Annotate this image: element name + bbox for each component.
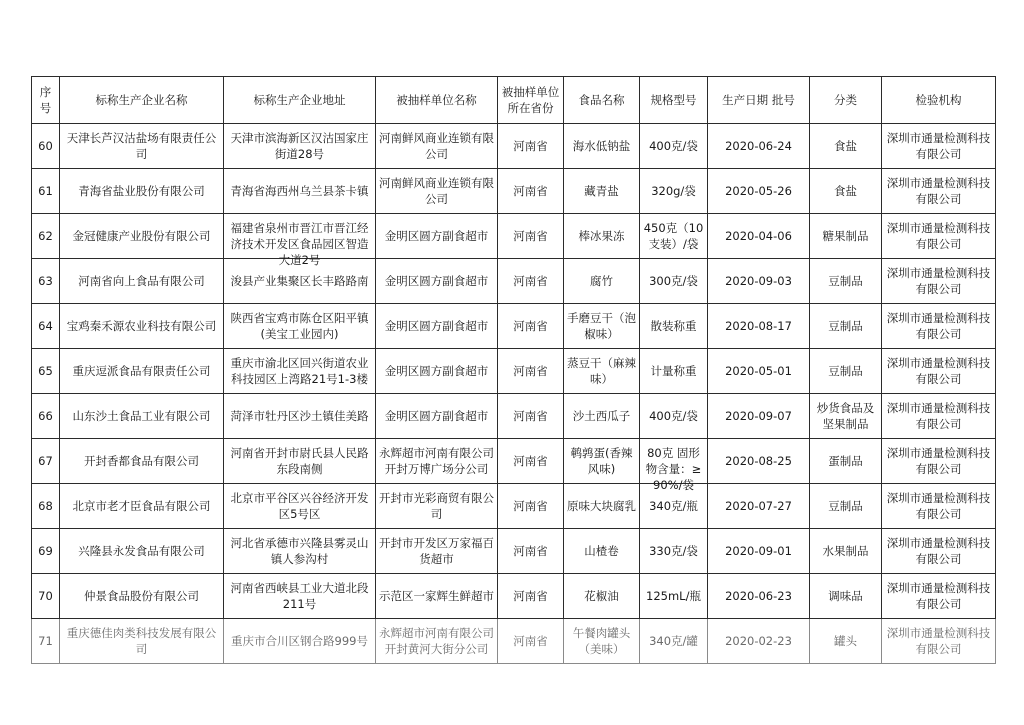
- cell-text: 2020-09-07: [725, 409, 792, 423]
- cell-inspection-agency: [882, 259, 996, 304]
- cell-manufacturer-address: [224, 124, 376, 169]
- cell-seq: [32, 349, 60, 394]
- cell-seq: [32, 574, 60, 619]
- cell-text: 2020-09-01: [725, 544, 792, 558]
- cell-text: 金明区圆方副食超市: [384, 229, 489, 243]
- cell-text: 午餐肉罐头（美味）: [572, 626, 631, 656]
- cell-text: 罐头: [834, 634, 857, 648]
- cell-text: 65: [38, 364, 53, 378]
- cell-text: 炒货食品及坚果制品: [816, 401, 875, 431]
- cell-text: 320g/袋: [651, 184, 696, 198]
- cell-category: [810, 124, 882, 169]
- cell-sampled-unit: [376, 484, 498, 529]
- cell-category: [810, 349, 882, 394]
- cell-specification: [640, 349, 708, 394]
- cell-text: 125mL/瓶: [646, 589, 701, 603]
- table-header-row: [32, 77, 996, 124]
- cell-text: 天津市滨海新区汉沽国家庄街道28号: [230, 131, 369, 161]
- cell-sampled-unit: [376, 124, 498, 169]
- cell-text: 2020-07-27: [725, 499, 792, 513]
- cell-text: 深圳市通量检测科技有限公司: [886, 266, 991, 296]
- cell-production-date: [708, 259, 810, 304]
- cell-specification: [640, 529, 708, 574]
- cell-food-name: [564, 619, 640, 664]
- table-row: [32, 304, 996, 349]
- cell-text: 计量称重: [650, 364, 697, 378]
- cell-production-date: [708, 574, 810, 619]
- cell-manufacturer-name: [60, 394, 224, 439]
- cell-text: 金明区圆方副食超市: [384, 364, 489, 378]
- cell-text: 调味品: [828, 589, 863, 603]
- cell-text: 340克/瓶: [649, 499, 698, 513]
- cell-text: 示范区一家辉生鲜超市: [379, 589, 494, 603]
- cell-text: 永辉超市河南有限公司开封万博广场分公司: [379, 446, 494, 476]
- cell-text: 深圳市通量检测科技有限公司: [886, 311, 991, 341]
- cell-text: 河南省: [513, 229, 548, 243]
- cell-text: 重庆市合川区钢合路999号: [231, 634, 368, 648]
- cell-food-name: [564, 304, 640, 349]
- cell-text: 61: [38, 184, 53, 198]
- cell-text: 河南省: [513, 409, 548, 423]
- header-inspection-agency: 检验机构: [882, 77, 996, 124]
- cell-text: 永辉超市河南有限公司开封黄河大街分公司: [379, 626, 494, 656]
- cell-inspection-agency: [882, 394, 996, 439]
- cell-seq: [32, 124, 60, 169]
- cell-text: 河南鲜风商业连锁有限公司: [379, 131, 494, 161]
- table-row: [32, 259, 996, 304]
- table-body: [32, 124, 996, 664]
- cell-text: 400克/袋: [649, 139, 698, 153]
- cell-text: 80克 固形物含量：≥90%/袋: [645, 446, 702, 492]
- cell-manufacturer-address: [224, 304, 376, 349]
- cell-text: 60: [38, 139, 53, 153]
- header-specification: 规格型号: [640, 77, 708, 124]
- cell-text: 深圳市通量检测科技有限公司: [886, 446, 991, 476]
- header-category: 分类: [810, 77, 882, 124]
- cell-text: 深圳市通量检测科技有限公司: [886, 176, 991, 206]
- cell-text: 深圳市通量检测科技有限公司: [886, 581, 991, 611]
- table-row: [32, 349, 996, 394]
- cell-manufacturer-address: [224, 214, 376, 267]
- cell-inspection-agency: [882, 529, 996, 574]
- cell-category: [810, 574, 882, 619]
- cell-text: 深圳市通量检测科技有限公司: [886, 221, 991, 251]
- cell-text: 2020-05-26: [725, 184, 792, 198]
- cell-text: 河南省: [513, 589, 548, 603]
- cell-sampled-province: [498, 304, 564, 349]
- cell-seq: [32, 529, 60, 574]
- cell-text: 河南省: [513, 634, 548, 648]
- cell-text: 食盐: [834, 139, 857, 153]
- cell-manufacturer-name: [60, 169, 224, 214]
- cell-seq: [32, 214, 60, 259]
- cell-text: 66: [38, 409, 53, 423]
- cell-text: 食盐: [834, 184, 857, 198]
- cell-text: 62: [38, 229, 53, 243]
- inspection-table: [31, 76, 996, 664]
- cell-seq: [32, 394, 60, 439]
- cell-inspection-agency: [882, 574, 996, 619]
- cell-manufacturer-name: [60, 259, 224, 304]
- cell-text: 400克/袋: [649, 409, 698, 423]
- cell-text: 340克/罐: [649, 634, 698, 648]
- cell-text: 散装称重: [650, 319, 697, 333]
- cell-text: 豆制品: [828, 499, 863, 513]
- cell-seq: [32, 169, 60, 214]
- cell-text: 深圳市通量检测科技有限公司: [886, 536, 991, 566]
- cell-category: [810, 619, 882, 664]
- cell-manufacturer-address: [224, 439, 376, 484]
- cell-text: 棒冰果冻: [578, 229, 625, 243]
- cell-production-date: [708, 304, 810, 349]
- cell-text: 河南省开封市尉氏县人民路东段南侧: [230, 446, 369, 476]
- cell-category: [810, 439, 882, 484]
- cell-category: [810, 169, 882, 214]
- cell-manufacturer-address: [224, 529, 376, 574]
- cell-text: 宝鸡秦禾源农业科技有限公司: [66, 319, 217, 333]
- cell-text: 深圳市通量检测科技有限公司: [886, 131, 991, 161]
- header-food-name: 食品名称: [564, 77, 640, 124]
- cell-text: 北京市平谷区兴谷经济开发区5号区: [230, 491, 369, 521]
- cell-specification: [640, 124, 708, 169]
- cell-sampled-unit: [376, 529, 498, 574]
- cell-text: 河南省: [513, 184, 548, 198]
- cell-inspection-agency: [882, 439, 996, 484]
- cell-manufacturer-name: [60, 214, 224, 259]
- cell-text: 开封市光彩商贸有限公司: [379, 491, 494, 521]
- cell-production-date: [708, 619, 810, 664]
- cell-text: 河南省: [513, 274, 548, 288]
- cell-seq: [32, 619, 60, 664]
- cell-text: 2020-06-23: [725, 589, 792, 603]
- cell-sampled-unit: [376, 619, 498, 664]
- cell-seq: [32, 439, 60, 484]
- cell-sampled-unit: [376, 439, 498, 484]
- cell-text: 金明区圆方副食超市: [384, 409, 489, 423]
- cell-production-date: [708, 394, 810, 439]
- cell-text: 河南省: [513, 544, 548, 558]
- cell-sampled-unit: [376, 304, 498, 349]
- cell-category: [810, 484, 882, 529]
- cell-text: 山楂卷: [584, 544, 619, 558]
- header-seq: 序号: [32, 77, 60, 124]
- cell-text: 兴隆县永发食品有限公司: [78, 544, 205, 558]
- cell-text: 手磨豆干（泡椒味）: [567, 311, 636, 341]
- cell-text: 菏泽市牡丹区沙土镇佳美路: [230, 409, 369, 423]
- cell-manufacturer-name: [60, 484, 224, 529]
- cell-production-date: [708, 214, 810, 259]
- table-row: [32, 169, 996, 214]
- cell-text: 450克（10支装）/袋: [643, 221, 704, 251]
- cell-food-name: [564, 484, 640, 529]
- header-manufacturer-address: 标称生产企业地址: [224, 77, 376, 124]
- cell-category: [810, 394, 882, 439]
- header-sampled-unit: 被抽样单位名称: [376, 77, 498, 124]
- cell-manufacturer-name: [60, 439, 224, 484]
- cell-text: 豆制品: [828, 319, 863, 333]
- cell-text: 浚县产业集聚区长丰路路南: [230, 274, 369, 288]
- cell-manufacturer-name: [60, 124, 224, 169]
- cell-inspection-agency: [882, 484, 996, 529]
- cell-inspection-agency: [882, 169, 996, 214]
- table-row: [32, 574, 996, 619]
- cell-inspection-agency: [882, 619, 996, 664]
- cell-text: 山东沙土食品工业有限公司: [72, 409, 211, 423]
- cell-text: 69: [38, 544, 53, 558]
- cell-text: 重庆德佳肉类科技发展有限公司: [66, 626, 217, 656]
- cell-text: 金明区圆方副食超市: [384, 274, 489, 288]
- cell-text: 北京市老才臣食品有限公司: [72, 499, 211, 513]
- cell-sampled-province: [498, 259, 564, 304]
- table-row: [32, 484, 996, 529]
- header-manufacturer-name: 标称生产企业名称: [60, 77, 224, 124]
- cell-text: 花椒油: [584, 589, 619, 603]
- cell-seq: [32, 259, 60, 304]
- cell-manufacturer-name: [60, 529, 224, 574]
- header-sampled-province: 被抽样单位所在省份: [498, 77, 564, 124]
- cell-sampled-province: [498, 214, 564, 259]
- cell-category: [810, 259, 882, 304]
- cell-text: 蛋制品: [828, 454, 863, 468]
- cell-text: 2020-08-25: [725, 454, 792, 468]
- cell-production-date: [708, 529, 810, 574]
- cell-text: 河南省: [513, 319, 548, 333]
- cell-category: [810, 529, 882, 574]
- cell-text: 开封香都食品有限公司: [84, 454, 199, 468]
- cell-text: 300克/袋: [649, 274, 698, 288]
- cell-specification: [640, 439, 708, 492]
- cell-text: 金明区圆方副食超市: [384, 319, 489, 333]
- cell-sampled-province: [498, 619, 564, 664]
- cell-text: 青海省盐业股份有限公司: [78, 184, 205, 198]
- table-row: [32, 394, 996, 439]
- table-row: [32, 529, 996, 574]
- cell-text: 河南省向上食品有限公司: [78, 274, 205, 288]
- cell-text: 63: [38, 274, 53, 288]
- cell-specification: [640, 619, 708, 664]
- cell-manufacturer-name: [60, 619, 224, 664]
- cell-food-name: [564, 574, 640, 619]
- table-row: [32, 439, 996, 484]
- cell-text: 深圳市通量检测科技有限公司: [886, 356, 991, 386]
- cell-food-name: [564, 349, 640, 394]
- cell-category: [810, 304, 882, 349]
- cell-text: 青海省海西州乌兰县茶卡镇: [230, 184, 369, 198]
- cell-text: 仲景食品股份有限公司: [84, 589, 199, 603]
- cell-manufacturer-address: [224, 484, 376, 529]
- cell-inspection-agency: [882, 214, 996, 259]
- cell-sampled-province: [498, 169, 564, 214]
- cell-specification: [640, 304, 708, 349]
- cell-text: 豆制品: [828, 274, 863, 288]
- cell-production-date: [708, 439, 810, 484]
- cell-text: 70: [38, 589, 53, 603]
- cell-sampled-unit: [376, 349, 498, 394]
- cell-text: 330克/袋: [649, 544, 698, 558]
- cell-text: 天津长芦汉沽盐场有限责任公司: [66, 131, 217, 161]
- cell-text: 河北省承德市兴隆县雾灵山镇人参沟村: [230, 536, 369, 566]
- cell-sampled-province: [498, 124, 564, 169]
- cell-text: 重庆市渝北区回兴街道农业科技园区上湾路21号1-3楼: [230, 356, 369, 386]
- cell-text: 原味大块腐乳: [567, 499, 636, 513]
- cell-production-date: [708, 169, 810, 214]
- cell-manufacturer-address: [224, 349, 376, 394]
- cell-manufacturer-address: [224, 394, 376, 439]
- cell-manufacturer-address: [224, 619, 376, 664]
- cell-text: 藏青盐: [584, 184, 619, 198]
- cell-seq: [32, 484, 60, 529]
- cell-food-name: [564, 259, 640, 304]
- cell-specification: [640, 574, 708, 619]
- cell-sampled-province: [498, 439, 564, 484]
- cell-sampled-unit: [376, 214, 498, 259]
- cell-inspection-agency: [882, 304, 996, 349]
- cell-text: 64: [38, 319, 53, 333]
- cell-food-name: [564, 169, 640, 214]
- cell-seq: [32, 304, 60, 349]
- cell-specification: [640, 169, 708, 214]
- cell-category: [810, 214, 882, 259]
- cell-text: 福建省泉州市晋江市晋江经济技术开发区食品园区智造大道2号: [230, 221, 369, 267]
- cell-text: 河南省: [513, 499, 548, 513]
- cell-text: 海水低钠盐: [572, 139, 631, 153]
- cell-sampled-province: [498, 394, 564, 439]
- cell-text: 深圳市通量检测科技有限公司: [886, 491, 991, 521]
- cell-text: 深圳市通量检测科技有限公司: [886, 626, 991, 656]
- cell-text: 河南省: [513, 139, 548, 153]
- cell-text: 深圳市通量检测科技有限公司: [886, 401, 991, 431]
- cell-sampled-unit: [376, 394, 498, 439]
- cell-text: 河南省: [513, 364, 548, 378]
- cell-text: 2020-08-17: [725, 319, 792, 333]
- cell-sampled-province: [498, 349, 564, 394]
- cell-sampled-unit: [376, 169, 498, 214]
- cell-manufacturer-name: [60, 349, 224, 394]
- cell-production-date: [708, 124, 810, 169]
- cell-text: 67: [38, 454, 53, 468]
- cell-specification: [640, 214, 708, 259]
- cell-sampled-unit: [376, 259, 498, 304]
- cell-food-name: [564, 439, 640, 484]
- cell-text: 腐竹: [590, 274, 613, 288]
- cell-text: 68: [38, 499, 53, 513]
- cell-text: 2020-06-24: [725, 139, 792, 153]
- header-production-date: 生产日期 批号: [708, 77, 810, 124]
- cell-sampled-province: [498, 574, 564, 619]
- cell-text: 河南鲜风商业连锁有限公司: [379, 176, 494, 206]
- cell-text: 2020-04-06: [725, 229, 792, 243]
- cell-manufacturer-address: [224, 169, 376, 214]
- cell-sampled-province: [498, 484, 564, 529]
- cell-text: 水果制品: [822, 544, 869, 558]
- cell-food-name: [564, 529, 640, 574]
- cell-text: 71: [38, 634, 53, 648]
- cell-text: 河南省: [513, 454, 548, 468]
- cell-food-name: [564, 214, 640, 259]
- cell-text: 2020-02-23: [725, 634, 792, 648]
- cell-food-name: [564, 394, 640, 439]
- cell-manufacturer-name: [60, 574, 224, 619]
- cell-manufacturer-name: [60, 304, 224, 349]
- cell-text: 2020-05-01: [725, 364, 792, 378]
- cell-food-name: [564, 124, 640, 169]
- cell-inspection-agency: [882, 124, 996, 169]
- cell-text: 陕西省宝鸡市陈仓区阳平镇(美宝工业园内): [230, 311, 369, 341]
- cell-text: 河南省西峡县工业大道北段211号: [230, 581, 369, 611]
- cell-text: 金冠健康产业股份有限公司: [72, 229, 211, 243]
- cell-text: 沙土西瓜子: [572, 409, 631, 423]
- table-row: [32, 214, 996, 259]
- cell-text: 糖果制品: [822, 229, 869, 243]
- table-row: [32, 124, 996, 169]
- cell-sampled-unit: [376, 574, 498, 619]
- cell-text: 蒸豆干（麻辣味）: [567, 356, 636, 386]
- cell-specification: [640, 259, 708, 304]
- cell-manufacturer-address: [224, 574, 376, 619]
- cell-text: 2020-09-03: [725, 274, 792, 288]
- cell-text: 豆制品: [828, 364, 863, 378]
- cell-text: 开封市开发区万家福百货超市: [379, 536, 494, 566]
- cell-specification: [640, 394, 708, 439]
- cell-text: 重庆逗派食品有限责任公司: [72, 364, 211, 378]
- cell-sampled-province: [498, 529, 564, 574]
- cell-inspection-agency: [882, 349, 996, 394]
- cell-text: 鹌鹑蛋(香辣风味): [570, 446, 633, 476]
- cell-production-date: [708, 349, 810, 394]
- table-row: [32, 619, 996, 664]
- cell-production-date: [708, 484, 810, 529]
